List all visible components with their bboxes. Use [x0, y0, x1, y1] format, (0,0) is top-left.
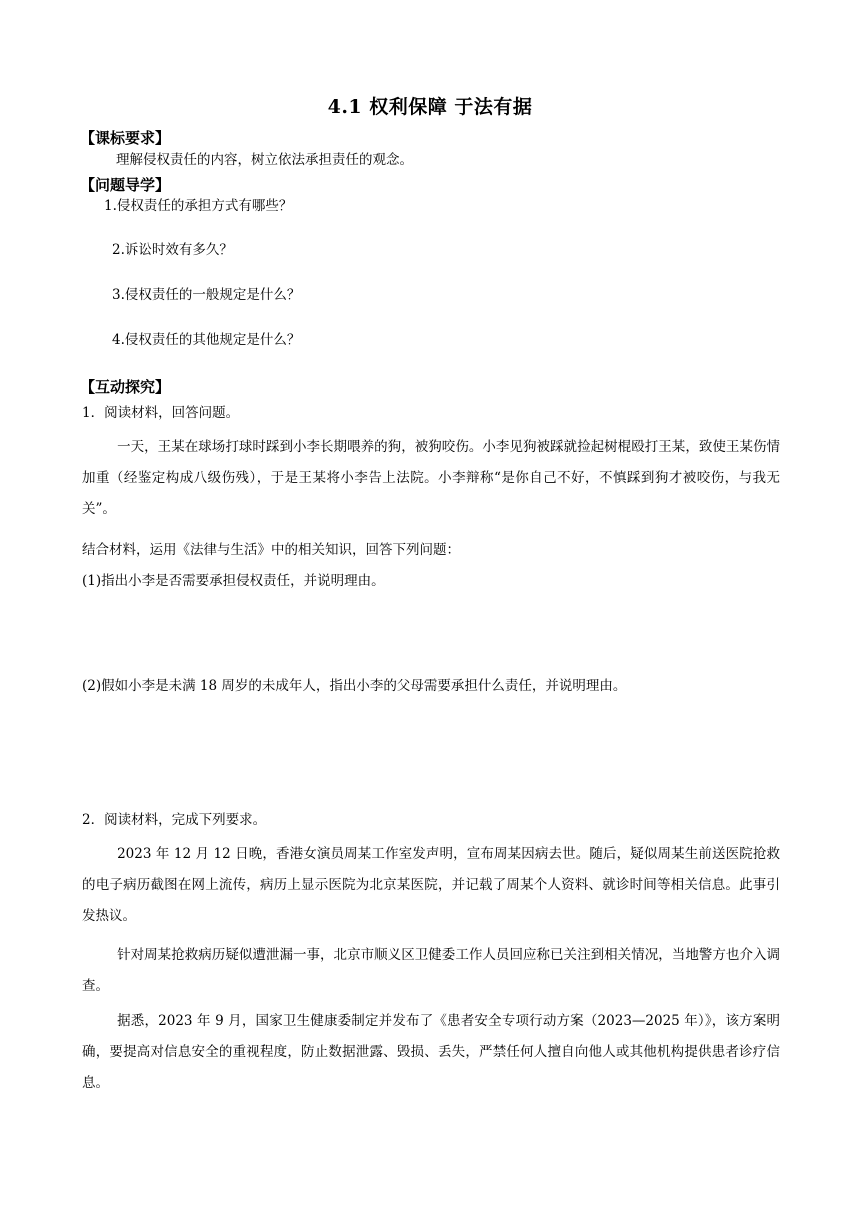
section-heading-wenti: 【问题导学】 — [80, 176, 171, 194]
q1-sub1: (1)指出小李是否需要承担侵权责任，并说明理由。 — [82, 573, 385, 589]
q2-paragraph-3: 据悉，2023 年 9 月，国家卫生健康委制定并发布了《患者安全专项行动方案（2023—2025 年）》，该方案明确，要提高对信息安全的重视程度，防止数据泄露、毁损、丢失，严禁任何人擅自向他人或其他机构提供患者诊疗信息。 — [82, 1013, 780, 1091]
section-heading-kebiao: 【课标要求】 — [80, 129, 171, 147]
q1-sub2: (2)假如小李是未满 18 周岁的未成年人，指出小李的父母需要承担什么责任，并说明理由。 — [82, 678, 627, 694]
q1-intro: 1．阅读材料，回答问题。 — [82, 405, 240, 421]
page-title: 4.1 权利保障 于法有据 — [327, 96, 533, 118]
question-item: 1.侵权责任的承担方式有哪些？ — [104, 198, 293, 214]
question-item: 4.侵权责任的其他规定是什么？ — [112, 332, 301, 348]
question-item: 3.侵权责任的一般规定是什么？ — [112, 287, 301, 303]
question-item: 2.诉讼时效有多久？ — [112, 242, 233, 258]
q1-material: 一天，王某在球场打球时踩到小李长期喂养的狗，被狗咬伤。小李见狗被踩就捡起树棍殴打王某，致使王某伤情加重（经鉴定构成八级伤残），于是王某将小李告上法院。小李辩称“是你自己不好，不慎踩到狗才被咬伤，与我无关”。 — [82, 439, 780, 517]
q2-paragraph-2: 针对周某抢救病历疑似遭泄漏一事，北京市顺义区卫健委工作人员回应称已关注到相关情况，当地警方也介入调查。 — [82, 947, 780, 994]
q1-prompt: 结合材料，运用《法律与生活》中的相关知识，回答下列问题： — [82, 542, 460, 558]
section-heading-hudong: 【互动探究】 — [80, 378, 171, 396]
q2-paragraph-1: 2023 年 12 月 12 日晚，香港女演员周某工作室发声明，宣布周某因病去世。随后，疑似周某生前送医院抢救的电子病历截图在网上流传，病历上显示医院为北京某医院，并记载了周某个人资料、就诊时间等相关信息。此事引发热议。 — [82, 846, 780, 924]
q2-intro: 2．阅读材料，完成下列要求。 — [82, 812, 267, 828]
kebiao-text: 理解侵权责任的内容，树立依法承担责任的观念。 — [116, 152, 413, 168]
